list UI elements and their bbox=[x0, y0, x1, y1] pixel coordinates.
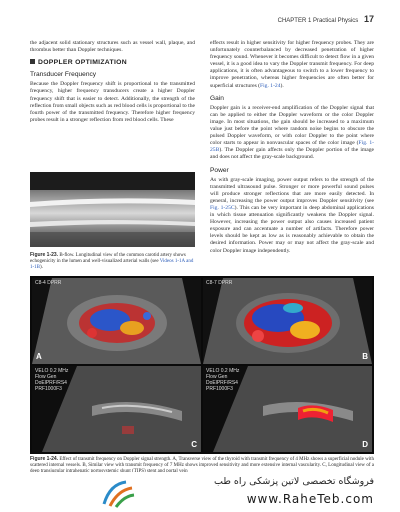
caption-text: ). bbox=[40, 265, 43, 271]
section-square-icon bbox=[30, 59, 35, 64]
raheteb-logo-icon bbox=[100, 478, 136, 508]
watermark-url[interactable]: www.RaheTeb.com bbox=[246, 492, 374, 506]
chapter-title: CHAPTER 1 Practical Physics bbox=[277, 18, 359, 24]
video-link[interactable]: Videos 1-1A and 1-1B bbox=[30, 259, 194, 271]
figure-1-23-image bbox=[30, 172, 195, 247]
panel-letter: B bbox=[362, 352, 368, 361]
text: ). This can be very important in deep abdominal applications in which tissue attenuation significantly weakens the Doppler signal. However, increasing the power output also causes increased patient exposure and can accentuate a number of artifacts. Therefore power levels should be kept as low as is reasonably achievable to obtain the desired information. Power may or may not affect the gray-scale and color Doppler image independently. bbox=[210, 204, 374, 254]
text: ). The Doppler gain affects only the Doppler portion of the image and does not affect the gray-scale background. bbox=[210, 147, 374, 161]
figure-1-23-caption bbox=[30, 252, 195, 272]
section-heading bbox=[30, 59, 195, 66]
ultrasound-panel-a bbox=[32, 278, 201, 364]
subheading-gain: Gain bbox=[210, 94, 224, 102]
text: effects result in higher sensitivity for higher frequency probes. They are unfortunately counterbalanced by decreased penetration of higher frequency sound. Whenever it becomes difficult to detect flow in a given vessel, it is a good idea to vary the Doppler transmit frequency. For deep applications, it is often advantageous to switch to a lower frequency to improve penetration, whereas higher frequencies are often better for superficial structures ( bbox=[210, 40, 374, 89]
ultrasound-panel-d bbox=[203, 366, 372, 452]
watermark-persian-text: فروشگاه تخصصی لاتین پزشکی راه طب bbox=[214, 476, 374, 487]
text: ). bbox=[280, 82, 284, 89]
panel-letter: A bbox=[36, 352, 42, 361]
ultrasound-panel-c bbox=[32, 366, 201, 452]
caption-text: Effect of transmit frequency on Doppler signal strength. A, Transverse view of the thyroid with transmit frequency of 4 MHz shows a superficial nodule with scattered internal vessels. B, Similar view with transmit frequency of 7 MHz shows improved sensitivity and more extensive internal vascularity. C, Longitudinal view of a bbox=[30, 457, 374, 469]
paragraph bbox=[210, 105, 374, 162]
paragraph: Because the Doppler frequency shift is proportional to the transmitted frequency, higher frequency transducers create a higher Doppler frequency shift that is easier to detect. Additionally, the strength of the reflection from small objects such as red blood cells is proportional to the fourth power of the transmitted frequency. Therefore higher frequency probes result in a stronger reflection from red blood cells. These bbox=[30, 81, 195, 123]
panel-info: C8-7 DPRR bbox=[206, 280, 233, 286]
panel-info: C8-4 DPRR bbox=[35, 280, 62, 286]
panel-info: VELO 0.2 MHz Flow Gen DoElPRF/RS4 PRF1000F3 bbox=[206, 368, 240, 392]
paragraph bbox=[210, 177, 374, 255]
figure-link[interactable]: Fig. 1-25B bbox=[210, 140, 375, 154]
ultrasound-panel-b bbox=[203, 278, 372, 364]
page-number: 17 bbox=[363, 14, 374, 24]
paragraph bbox=[210, 40, 374, 90]
text: Doppler gain is a receiver-end amplification of the Doppler signal that can be applied to either the Doppler waveform or the color Doppler image. In most situations, the gain should be increased to a maximum value just before the point where random noise begins to obscure the pulsed Doppler waveform, or with color Doppler to the point where color starts to appear in nonvascular spaces of the color image ( bbox=[210, 104, 374, 147]
panel-letter: D bbox=[362, 440, 368, 449]
figure-label: Figure 1-24. bbox=[30, 456, 59, 462]
section-title: DOPPLER OPTIMIZATION bbox=[38, 59, 127, 67]
figure-label: Figure 1-23. bbox=[30, 252, 59, 258]
left-column bbox=[30, 40, 195, 127]
paragraph: the adjacent solid stationary structures such as vessel wall, plaque, and thrombus better than Doppler techniques. bbox=[30, 40, 195, 54]
text: As with gray-scale imaging, power output refers to the strength of the transmitted ultrasound pulse. Stronger or more powerful sound pulses will produce stronger reflections that are more easily detected. In general, increasing the power output improves Doppler sensitivity (see bbox=[210, 176, 374, 204]
watermark-banner bbox=[0, 472, 400, 512]
panel-info: VELO 0.2 MHz Flow Gen DoElPRF/RS4 PRF1000F3 bbox=[35, 368, 69, 392]
caption-text: B-flow. Longitudinal view of the common carotid artery shows echogenicity in the lumen and well-visualized arterial walls (see bbox=[30, 253, 186, 265]
figure-link[interactable]: Fig. 1-25C bbox=[210, 204, 235, 211]
panel-letter: C bbox=[191, 440, 197, 449]
running-header bbox=[278, 14, 374, 24]
right-column bbox=[210, 40, 374, 258]
subheading-transducer-frequency: Transducer Frequency bbox=[30, 71, 97, 79]
figure-link[interactable]: Fig. 1-24 bbox=[260, 82, 281, 89]
figure-1-24-image bbox=[30, 276, 374, 454]
subheading-power: Power bbox=[210, 166, 229, 174]
